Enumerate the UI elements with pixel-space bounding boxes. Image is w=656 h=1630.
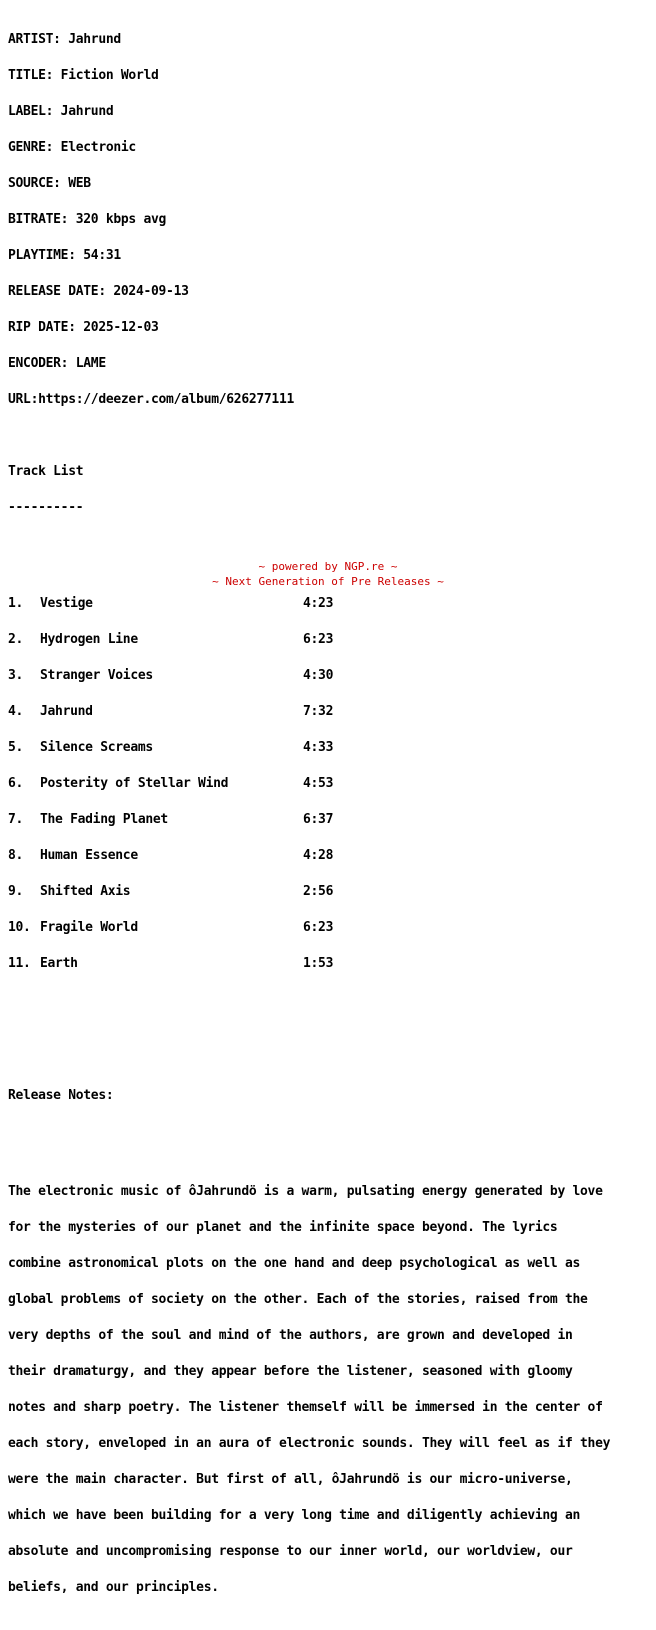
url-line: URL:https://deezer.com/album/626277111 [8, 392, 295, 407]
track-row [8, 886, 610, 898]
track-time: 1:53 [303, 956, 334, 971]
tracklist-underline: ---------- [8, 500, 84, 515]
release-notes-line: were the main character. But first of all, ôJahrundö is our micro-universe, [8, 1472, 573, 1487]
release-notes-line: The electronic music of ôJahrundö is a warm, pulsating energy generated by love [8, 1184, 603, 1199]
track-title: Posterity of Stellar Wind [40, 776, 229, 791]
track-row [8, 634, 610, 646]
label-line: LABEL: Jahrund [8, 104, 114, 119]
title-line: TITLE: Fiction World [8, 68, 159, 83]
track-row [8, 958, 610, 970]
release-date-line: RELEASE DATE: 2024-09-13 [8, 284, 189, 299]
release-notes-line: absolute and uncompromising response to our inner world, our worldview, our [8, 1544, 573, 1559]
release-notes-heading: Release Notes: [8, 1088, 114, 1103]
track-number: 1. [8, 596, 24, 611]
release-notes-line: global problems of society on the other. Each of the stories, raised from the [8, 1292, 588, 1307]
track-row [8, 742, 610, 754]
spacer [8, 430, 610, 442]
track-number: 2. [8, 632, 24, 647]
track-time: 4:53 [303, 776, 334, 791]
rip-date-line: RIP DATE: 2025-12-03 [8, 320, 159, 335]
release-notes-body [8, 1162, 610, 1618]
track-row [8, 922, 610, 934]
track-time: 4:33 [303, 740, 334, 755]
spacer [8, 1018, 610, 1030]
track-time: 6:37 [303, 812, 334, 827]
release-notes-line: very depths of the soul and mind of the authors, are grown and developed in [8, 1328, 573, 1343]
track-row [8, 850, 610, 862]
tracklist-heading: Track List [8, 464, 84, 479]
track-row [8, 778, 610, 790]
track-time: 6:23 [303, 632, 334, 647]
track-number: 8. [8, 848, 24, 863]
playtime-line: PLAYTIME: 54:31 [8, 248, 121, 263]
track-title: Human Essence [40, 848, 138, 863]
track-title: Earth [40, 956, 78, 971]
release-notes-line: for the mysteries of our planet and the infinite space beyond. The lyrics [8, 1220, 558, 1235]
track-number: 4. [8, 704, 24, 719]
track-number: 6. [8, 776, 24, 791]
track-row [8, 814, 610, 826]
release-notes-line: notes and sharp poetry. The listener themself will be immersed in the center of [8, 1400, 603, 1415]
footer-tagline: ~ Next Generation of Pre Releases ~ [212, 575, 444, 588]
track-title: Stranger Voices [40, 668, 153, 683]
source-line: SOURCE: WEB [8, 176, 91, 191]
release-notes-line: their dramaturgy, and they appear before the listener, seasoned with gloomy [8, 1364, 573, 1379]
genre-line: GENRE: Electronic [8, 140, 136, 155]
spacer [8, 1126, 610, 1138]
track-number: 11. [8, 956, 31, 971]
footer-powered-by: ~ powered by NGP.re ~ [258, 560, 398, 573]
release-notes-line: each story, enveloped in an aura of electronic sounds. They will feel as if they [8, 1436, 611, 1451]
nfo-document [8, 10, 610, 1630]
track-title: Vestige [40, 596, 93, 611]
track-title: Silence Screams [40, 740, 153, 755]
track-row [8, 670, 610, 682]
track-time: 6:23 [303, 920, 334, 935]
track-title: Fragile World [40, 920, 138, 935]
track-title: Hydrogen Line [40, 632, 138, 647]
spacer [8, 1054, 610, 1066]
track-number: 3. [8, 668, 24, 683]
release-notes-line: beliefs, and our principles. [8, 1580, 219, 1595]
track-time: 7:32 [303, 704, 334, 719]
release-notes-line: which we have been building for a very long time and diligently achieving an [8, 1508, 581, 1523]
track-title: The Fading Planet [40, 812, 168, 827]
track-number: 9. [8, 884, 24, 899]
track-title: Jahrund [40, 704, 93, 719]
track-number: 5. [8, 740, 24, 755]
track-time: 4:23 [303, 596, 334, 611]
track-title: Shifted Axis [40, 884, 131, 899]
track-time: 4:28 [303, 848, 334, 863]
release-notes-line: combine astronomical plots on the one hand and deep psychological as well as [8, 1256, 581, 1271]
bitrate-line: BITRATE: 320 kbps avg [8, 212, 167, 227]
track-list [8, 574, 610, 994]
artist-line: ARTIST: Jahrund [8, 32, 121, 47]
spacer [8, 538, 610, 550]
track-number: 10. [8, 920, 31, 935]
track-number: 7. [8, 812, 24, 827]
track-row [8, 598, 610, 610]
track-time: 4:30 [303, 668, 334, 683]
track-row [8, 706, 610, 718]
track-time: 2:56 [303, 884, 334, 899]
encoder-line: ENCODER: LAME [8, 356, 106, 371]
